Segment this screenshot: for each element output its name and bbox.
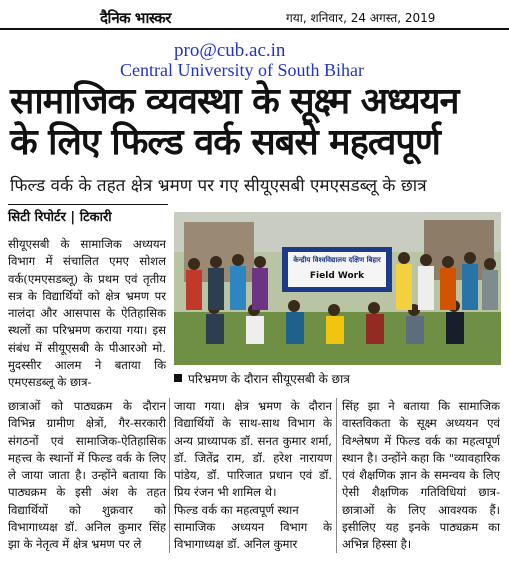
university-overlay: Central University of South Bihar	[120, 60, 364, 80]
newspaper-logo: दैनिक भास्कर	[100, 9, 171, 27]
email-overlay: pro@cub.ac.in	[174, 40, 286, 61]
banner-title: केन्द्रीय विश्वविद्यालय दक्षिण बिहार	[293, 256, 381, 264]
headline-line-1: सामाजिक व्यवस्था के सूक्ष्म अध्ययन	[10, 81, 459, 122]
section-subhead: फिल्ड वर्क का महत्वपूर्ण स्थान	[174, 502, 299, 517]
group-photo	[174, 212, 501, 365]
masthead-rule	[0, 28, 509, 30]
group-photo-illustration	[174, 212, 501, 365]
byline: सिटी रिपोर्टर | टिकारी	[8, 204, 168, 227]
column-divider-1	[169, 398, 170, 553]
article-column-1	[8, 236, 166, 396]
article-column-3	[342, 398, 500, 555]
headline-line-2: के लिए फिल्ड वर्क सबसे महत्वपूर्ण	[10, 122, 440, 163]
subheadline: फिल्ड वर्क के तहत क्षेत्र भ्रमण पर गए सीयूएसबी एमएसडब्लू के छात्र	[10, 176, 427, 196]
dateline: गया, शनिवार, 24 अगस्त, 2019	[286, 11, 436, 25]
masthead	[0, 0, 509, 30]
photo-caption-text: परिभ्रमण के दौरान सीयूएसबी के छात्र	[188, 372, 350, 386]
article-column-1-continued	[8, 398, 166, 555]
paragraph-1-continued: छात्राओं को पाठ्यक्रम के दौरान विभिन्न ग्रामीण क्षेत्रों, गैर-सरकारी संगठनों एवं सामाजिक-ऐतिहासिक महत्त्व के स्थानों में फिल्ड वर्क के लिए ले जाया जाता है। उन्होंने बताया कि पाठ्यक्रम के इसी अंश के तहत विद्यार्थियों को शुक्रवार को विभागाध्यक्ष डॉ. अनिल कुमार सिंह झा के नेतृत्व में क्षेत्र भ्रमण पर ले	[8, 399, 166, 552]
paragraph-1: सीयूएसबी के सामाजिक अध्ययन विभाग में संचालित एमए सोशल वर्क(एमएसडब्लू) के प्रथम एवं तृतीय सत्र के विद्यार्थियों को क्षेत्र भ्रमण पर नालंदा और आसपास के ऐतिहासिक स्थलों का परिभ्रमण कराया गया। इस संबंध में सीयूएसबी के पीआरओ मो. मुदस्सीर आलम ने बताया कि एमएसडब्लू के छात्र-	[8, 237, 166, 390]
photo-caption	[174, 368, 501, 388]
paragraph-2: जाया गया। क्षेत्र भ्रमण के दौरान विद्यार्थियों के साथ-साथ विभाग के अन्य प्राध्यापक डॉ. सनत कुमार शर्मा, डॉ. जितेंद्र राम, डॉ. हरेश नारायण पांडेय, डॉ. पारिजात प्रधान एवं डॉ. प्रिय रंजन भी शामिल थे।	[174, 399, 332, 500]
paragraph-3: सिंह झा ने बताया कि सामाजिक वास्तविकता के सूक्ष्म अध्ययन एवं विश्लेषण में फिल्ड वर्क का महत्वपूर्ण स्थान है। उन्होंने कहा कि "व्यावहारिक एवं शैक्षणिक ज्ञान के समन्वय के लिए ऐसी शैक्षणिक गतिविधियां छात्र-छात्राओं के लिए आवश्यक हैं। इसीलिए यह इनके पाठ्यक्रम का अभिन्न हिस्सा है।	[342, 399, 500, 552]
column-divider-2	[336, 398, 337, 553]
article-column-2	[174, 398, 332, 555]
paragraph-2-continued: सामाजिक अध्ययन विभाग के विभागाध्यक्ष डॉ. अनिल कुमार	[174, 520, 332, 552]
banner-field-work: Field Work	[309, 271, 365, 281]
